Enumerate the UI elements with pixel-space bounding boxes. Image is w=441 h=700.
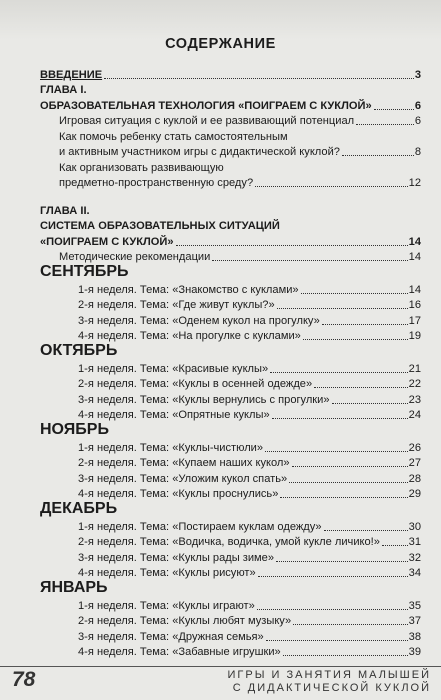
toc-entry-week[interactable]: 2-я неделя. Тема: «Куклы любят музыку» 37 [78, 615, 421, 627]
toc-entry-chapter-1-title[interactable]: ОБРАЗОВАТЕЛЬНАЯ ТЕХНОЛОГИЯ «ПОИГРАЕМ С КУКЛОЙ» 6 [40, 99, 421, 112]
months-list [40, 264, 421, 659]
toc-entry-line: Как помочь ребенку стать самостоятельным [59, 130, 288, 143]
toc-entry-week[interactable]: 3-я неделя. Тема: «Уложим кукол спать» 28 [78, 472, 421, 485]
toc-entry-introduction[interactable]: ВВЕДЕНИЕ 3 [40, 68, 421, 81]
month-heading: ЯНВАРЬ [40, 579, 108, 596]
footer-divider [0, 666, 441, 667]
toc-entry-methodology[interactable]: Методические рекомендации 14 [59, 251, 421, 263]
chapter-1-heading: ГЛАВА I. [40, 84, 87, 96]
book-title-footer: ИГРЫ И ЗАНЯТИЯ МАЛЫШЕЙ С ДИДАКТИЧЕСКОЙ КУКЛОЙ [227, 669, 431, 694]
toc-entry-week[interactable]: 3-я неделя. Тема: «Дружная семья» 38 [78, 630, 421, 643]
toc-entry-week[interactable]: 1-я неделя. Тема: «Знакомство с куклами» 14 [78, 283, 421, 296]
toc-entry-week[interactable]: 1-я неделя. Тема: «Куклы играют» 35 [78, 599, 421, 612]
toc-entry-week[interactable]: 4-я неделя. Тема: «Куклы рисуют» 34 [78, 567, 421, 579]
toc-entry-week[interactable]: 4-я неделя. Тема: «На прогулке с куклами» 19 [78, 330, 421, 342]
toc-entry-week[interactable]: 1-я неделя. Тема: «Куклы-чистюли» 26 [78, 441, 421, 454]
toc-entry-week[interactable]: 2-я неделя. Тема: «Купаем наших кукол» 27 [78, 457, 421, 469]
toc-entry-week[interactable]: 2-я неделя. Тема: «Куклы в осенней одежде» 22 [78, 378, 421, 390]
month-heading: НОЯБРЬ [40, 421, 109, 438]
toc-entry-week[interactable]: 4-я неделя. Тема: «Забавные игрушки» 39 [78, 646, 421, 658]
month-heading: ДЕКАБРЬ [40, 500, 118, 517]
toc-entry-week[interactable]: 2-я неделя. Тема: «Водичка, водичка, умой кукле личико!» 31 [78, 536, 421, 548]
toc-entry[interactable]: и активным участником игры с дидактической куклой? 8 [59, 146, 421, 158]
toc-entry-week[interactable]: 3-я неделя. Тема: «Куклы вернулись с прогулки» 23 [78, 393, 421, 406]
previous-page-bleed [0, 0, 441, 40]
page-number: 78 [12, 668, 36, 691]
toc-entry[interactable]: Игровая ситуация с куклой и ее развивающий потенциал 6 [59, 115, 421, 127]
toc-entry-week[interactable]: 4-я неделя. Тема: «Куклы проснулись» 29 [78, 488, 421, 500]
toc-entry-week[interactable]: 1-я неделя. Тема: «Постираем куклам одежду» 30 [78, 520, 421, 533]
table-of-contents [40, 66, 421, 659]
toc-entry-chapter-2-title[interactable]: «ПОИГРАЕМ С КУКЛОЙ» 14 [40, 235, 421, 248]
month-heading: СЕНТЯБРЬ [40, 263, 129, 280]
toc-entry-week[interactable]: 3-я неделя. Тема: «Оденем кукол на прогулку» 17 [78, 314, 421, 327]
chapter-2-title-line: СИСТЕМА ОБРАЗОВАТЕЛЬНЫХ СИТУАЦИЙ [40, 220, 280, 232]
chapter-2-heading: ГЛАВА II. [40, 204, 90, 217]
page-title: СОДЕРЖАНИЕ [165, 36, 276, 52]
month-heading: ОКТЯБРЬ [40, 342, 118, 359]
toc-entry-week[interactable]: 3-я неделя. Тема: «Куклы рады зиме» 32 [78, 551, 421, 564]
toc-entry[interactable]: предметно-пространственную среду? 12 [59, 177, 421, 189]
toc-entry-week[interactable]: 2-я неделя. Тема: «Где живут куклы?» 16 [78, 299, 421, 311]
toc-entry-line: Как организовать развивающую [59, 161, 224, 174]
toc-entry-week[interactable]: 4-я неделя. Тема: «Опрятные куклы» 24 [78, 409, 421, 421]
toc-entry-week[interactable]: 1-я неделя. Тема: «Красивые куклы» 21 [78, 362, 421, 375]
